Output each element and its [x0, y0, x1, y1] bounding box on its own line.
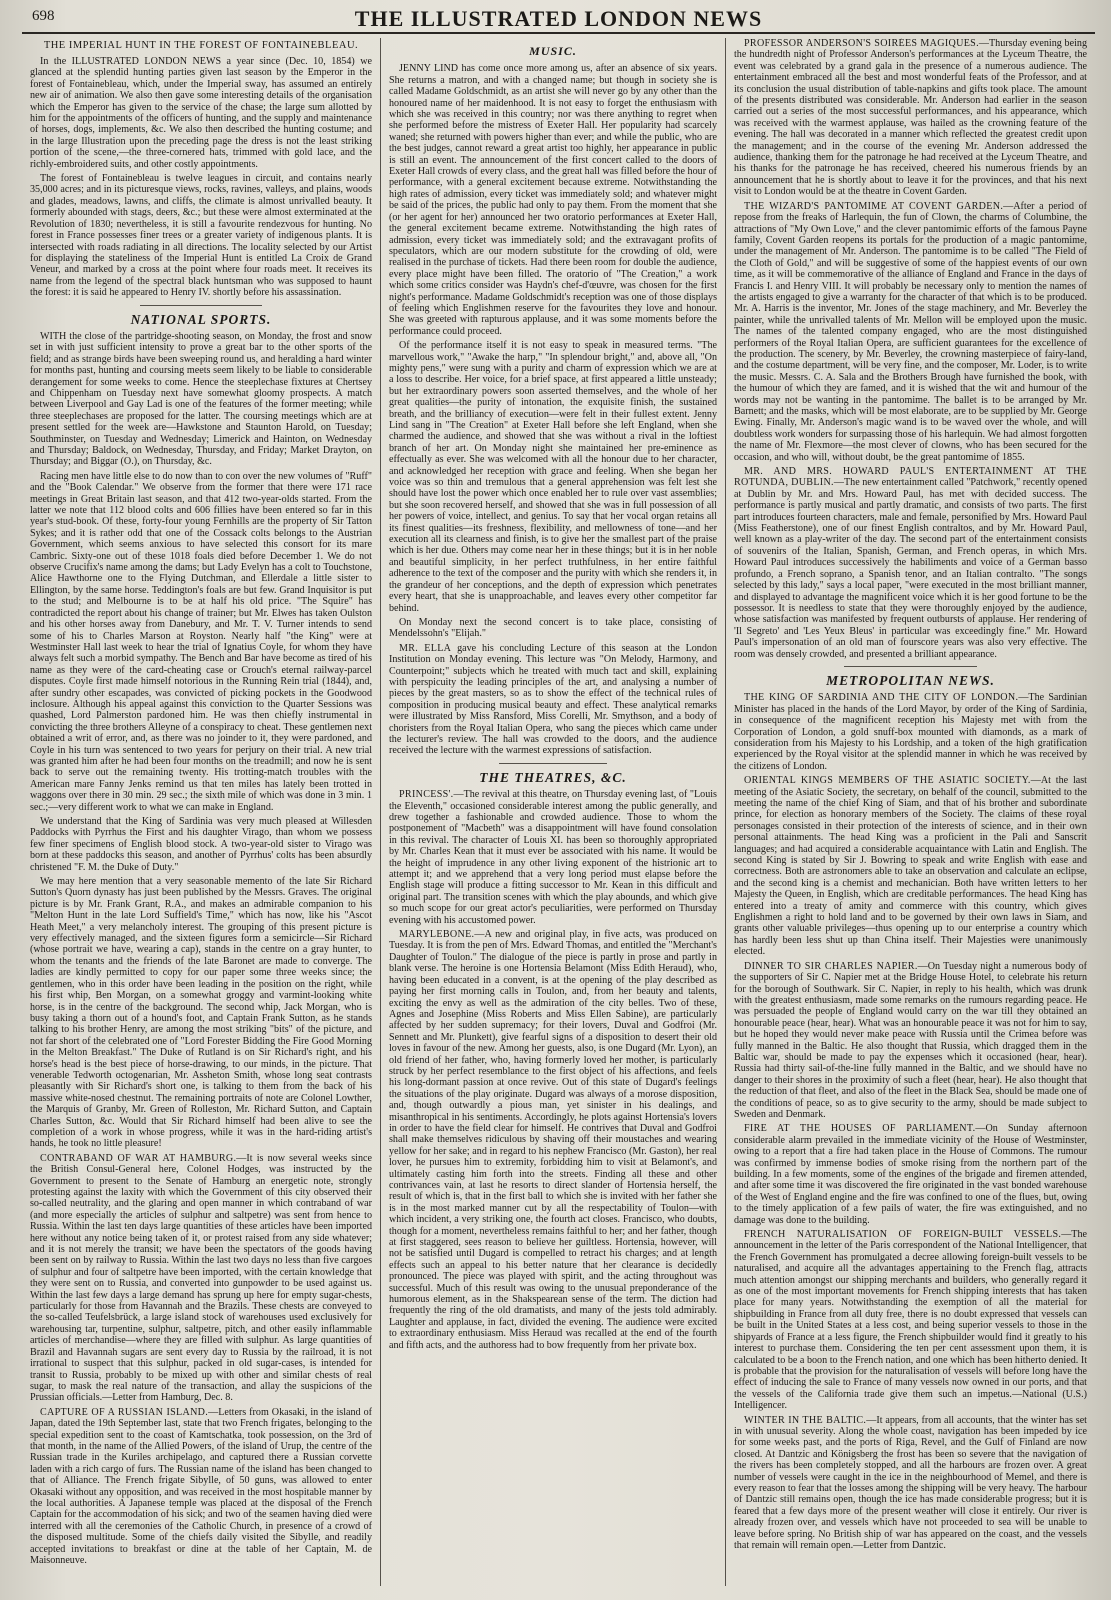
section-divider [140, 305, 262, 306]
news-item-body: —After a period of repose from the freaks of Harlequin, the fun of Clown, the charms of Columbine, the attractions of "My Own Love," and the clever pantomimic efforts of the famous Payne family, Covent Garden reopens its portals for the production of a magic pantomime, under the management of Mr. Anderson. The pantomime is to be called "The Field of the Cloth of Gold," and will be suggestive of some of the happiest events of our own time, as it will be commemorative of the alliance of England and France in the days of Francis I. and Henry VIII. It will probably be necessary only to mention the names of the artists engaged to give a warranty for the character of that which is to be produced. Mr. A. Harris is the inventor, Mr. Jones of the stage machinery, and Mr. Beverley the painter, while the unrivalled talents of Mr. Mellon will be employed upon the music. The names of the talented company engaged, who are the most distinguished performers of the Royal Italian Opera, are sufficient guarantees for the excellence of the production. The scenery, by Mr. Beverley, the crowning masterpiece of fairy-land, and the costume department, will be very fine, and the composer, Mr. Loder, is to write the music. Messrs. C. A. Sala and the Brothers Brough have furnished the book, with the humour of which they are famed, and it is wished that the wit and humour of the words may not be wanting in the pantomime. The ballet is to be arranged by Mr. Barnett; and the masks, which will be most elaborate, are to be supplied by Mr. George Ewing. Finally, Mr. Anderson's magic wand is to be waved over the whole, and will doubtless work wonders for surpassing those of his harlequin. We had almost forgotten the name of Mr. Flexmore—the most clever of clowns, who has been secured for the occasion, and who will, without doubt, be the great pantomime of 1855. [734, 200, 1088, 463]
news-item-lead: PRINCESS'. [399, 789, 454, 801]
news-item-body: —The new entertainment called "Patchwork," recently opened at Dublin by Mr. and Mrs. Howard Paul, has met with decided success. The performance is partly musical and partly dramatic, and consists of two parts. The first part introduces fourteen characters, male and female, personified by Mrs. Howard Paul (Miss Featherstone), one of our finest English contraltos, and by Mr. Howard Paul, well known as a play-writer of the day. The second part of the entertainment consists of souvenirs of the Italian, Spanish, German, and French operas, in which Mrs. Howard Paul introduces successively the habiliments and voice of a German basso profundo, a French soprano, a Spanish tenor, and an Italian contralto. "The songs selected by this lady," says a local paper, "were executed in the most brilliant manner, and displayed to advantage the magnificent voice which it is her good fortune to be the possessor. It is needless to state that they were thoroughly enjoyed by the audience, whose satisfaction was manifested by frequent outbursts of applause. Her rendering of 'Il Segreto' and 'Les Yeux Bleus' in particular was exceedingly fine." Mr. Howard Paul's impersonation of an old man of fourscore years was also very effective. The room was densely crowded, and presented a brilliant appearance. [734, 477, 1088, 660]
news-item-lead: ORIENTAL KINGS MEMBERS OF THE ASIATIC SOCIETY. [744, 775, 1031, 787]
section-divider [844, 666, 977, 667]
news-item-contraband [30, 1153, 372, 1404]
news-item-body: —On Tuesday night a numerous body of the supporters of Sir C. Napier met at the Bridge House Hotel, to celebrate his return for the borough of Southwark. Sir C. Napier, in reply to his health, which was drunk with the greatest enthusiasm, made some remarks on the rumours regarding peace. He was persuaded the people of England would carry on the war till they obtained an honourable peace (hear, hear). What was an honourable peace it was not for him to say, but he hoped they would never make peace with Russia until the Crimea before was fully manned in the Baltic. He also thought that Russia, which dragged them in the Baltic war, should be made to pay the expenses which it occasioned (hear, hear). Russia had thirty sail-of-the-line fully manned in the Baltic, and we should have no danger to their shores in the proximity of such a fleet (hear, hear). He also thought that the reduction of that fleet, and also of the fleet in the Black Sea, should be made one of the conditions of peace, so as to give security to the army, should be made subject to Sweden and Denmark. [734, 960, 1087, 1120]
column-middle [380, 38, 725, 1586]
news-item-body: —The announcement in the letter of the Paris correspondent of the National Intelligencer, that the French Government has promulgated a decree allowing foreign-built vessels to be naturalised, and acquire all the advantages appertaining to the French flag, attracts much attention amongst our shipping merchants and builders, who generally regard it as one of the most important movements for French shipping interests that has taken place for many years. Notwithstanding the exemption of all the material for shipbuilding in France from all duty free, there is no doubt expressed that vessels can be built in the United States at a less cost, and being superior vessels to those in the shipyards of France at a less figure, the French shipbuilder would find it greatly to his interest to purchase them. Considering the ten per cent assessment upon them, it is calculated to be a boon to the French nation, and one which has been hitherto denied. It is probable that the provision for the naturalisation of vessels will before long have the effect of inducing the sale to France of many vessels now owned in our ports, and that the vessels of the California trade give them such an impetus.—National (U.S.) Intelligencer. [734, 1229, 1087, 1412]
section-divider [499, 763, 607, 764]
news-item-sardinia [734, 692, 1087, 772]
news-item-body: —It is now several weeks since the British Consul-General here, Colonel Hodges, was instructed by the Government to present to the Senate of Hamburg an energetic note, strongly protesting against the laxity with which the Government of this city observed their so-called neutrality, and the glaring and open manner in which contraband of war (and more especially the articles of sulphur and saltpetre) was sent from hence to Russia. Within the last ten days large quantities of these articles have been imported here without any notice being taken of it, or protest raised from any side whatever; and it is not merely the transit; we have been the spectators of the goods having been sent on by railway to Russia. Within the last two days no less than five cargoes of sulphur and four of saltpetre have been imported, with the certain knowledge that they were sent on to Russia, and converted into gunpowder to be used against us. Within the last few days a large demand has sprung up here for empty sugar-chests, particularly for those from Havannah and the Brazils. These chests are conveyed to the so-called Teufelsbrück, a large island stock of warehouses used exclusively for warehousing tar, turpentine, sulphur, saltpetre, pitch, and other easily inflammable articles of merchandise—where they are filled with sulphur. As large quantities of Brazil and Havannah sugars are sent every day to Russia by the railroad, it is not irrational to suspect that this sulphur, packed in old sugar-cases, is intended for transit to Russia, probably to be mixed up with other and similar chests of real sugar, to mask the real nature of the transaction, and allay the suspicions of the Prussian officials.—Letter from Hamburg, Dec. 8. [30, 1152, 372, 1404]
section-heading-theatres: THE THEATRES, &C. [479, 769, 627, 785]
news-item-ella [389, 643, 717, 757]
article-paragraph: WITH the close of the partridge-shooting season, on Monday, the frost and snow set in with just sufficient intensity to prove a great bar to the other sports of the field; and as strange birds have been sweeping round us, and heralding a hard winter for months past, hunting and coursing meets seem likely to be liable to considerable derangement for some weeks to come. Hence the steeplechase fixtures at Chertsey and Chippenham on Tuesday next have somewhat gloomy prospects. A match between Liverpool and Gay Lad is one of the features of the former meeting; while three steeplechases are proposed for the latter. The coursing meetings which are at present settled for the week are—Hawkstone and Staunton Harold, on Tuesday; Southminster, on Tuesday and Wednesday; Limerick and Hainton, on Wednesday and Thursday; Baldock, on Wednesday, Thursday, and Friday; Market Drayton, on Thursday; and Biggar (O.), on Thursday, &c. [30, 330, 372, 468]
news-item-howard-paul [734, 466, 1087, 660]
page-number: 698 [32, 8, 55, 24]
section-heading-metropolitan-news: METROPOLITAN NEWS. [826, 672, 995, 688]
news-item-anderson [734, 38, 1087, 198]
news-item-lead: CONTRABAND OF WAR AT HAMBURG. [40, 1152, 237, 1164]
section-heading-national-sports: NATIONAL SPORTS. [130, 311, 272, 327]
news-item-wizard [734, 201, 1087, 463]
news-item-lead: PROFESSOR ANDERSON'S SOIRÉES MAGIQUES. [744, 38, 979, 49]
news-item-lead: THE KING OF SARDINIA AND THE CITY OF LONDON. [744, 692, 1019, 704]
news-item-body: —On Sunday afternoon considerable alarm prevailed in the immediate vicinity of the House of Westminster, owing to a report that a fire had taken place in the House of Commons. The rumour was confirmed by immense bodies of smoke rising from the northern part of the building. In a few moments, some of the engines of the brigade and firemen attended, and after some time it was discovered the fire originated in the vast bonded warehouse of the West of England engine and the fire was confined to one of the flues, but, owing to the timely application of a few pails of water, the fire was extinguished, and no damage was done to the building. [734, 1123, 1088, 1226]
news-item-lead: MARYLEBONE. [399, 929, 475, 941]
article-paragraph: The forest of Fontainebleau is twelve leagues in circuit, and contains nearly 35,000 acres; and in its picturesque views, rocks, ravines, valleys, and plains, woods and glades, meadows, lawns, and cliffs, the climate is almost unrivalled beauty. It formerly abounded with stags, deers, &c.; but these were almost exterminated at the Revolution of 1830; nevertheless, it is still a favourite rendezvous for hunting. No forest in France possesses finer trees or a greater variety of indigenous plants. It is intersected with roads radiating in all directions. The locality selected by our Artist for displaying the stateliness of the Imperial Hunt is entitled La Croix de Grand Veneur, and marked by a cross at the point where four roads meet. It receives its name from the legend of the spectral black huntsman who was supposed to haunt the forest: it is said he appeared to Henry IV. shortly before his assassination. [30, 173, 372, 299]
news-item-lead: CAPTURE OF A RUSSIAN ISLAND. [40, 1406, 209, 1418]
news-item-lead: FIRE AT THE HOUSES OF PARLIAMENT. [744, 1123, 976, 1135]
article-paragraph: On Monday next the second concert is to take place, consisting of Mendelssohn's "Elijah." [389, 616, 717, 640]
news-item-princess [389, 789, 717, 926]
column-left [22, 38, 380, 1586]
news-item-fire [734, 1123, 1087, 1226]
news-item-baltic [734, 1415, 1087, 1552]
news-item-body: —A new and original play, in five acts, was produced on Tuesday. It is from the pen of Mrs. Edward Thomas, and entitled the "Merchant's Daughter of Toulon." The dialogue of the piece is partly in prose and partly in blank verse. The heroine is one Hortensia Belamont (Miss Edith Heraud), who, having been educated in a convent, is at the opening of the play described as paying her first morning calls in Toulon, and, from her beauty and talents, exciting the envy as well as the admiration of the city belles. Two of these, Agnes and Josephine (Miss Roberts and Miss Ellen Sabine), are particularly affected by her sudden supremacy; for their lovers, Duval and Godfroi (Mr. Sennett and Mr. Plunkett), give fearful signs of a disposition to desert their old loves in favour of the new. Among her guests, also, is one Dugard (Mr. Lyon), an old friend of her father, who, having formerly loved her mother, is particularly struck by her perfect resemblance to the first object of his affections, and feels his long-dormant passion at once revive. Out of this state of Dugard's feelings the situations of the play originate. Dugard was always of a morose disposition, and, though outwardly a pious man, yet sinister in his dealings, and misanthropical in his sentiments. Accordingly, he plots against Hortensia's lovers in order to have the field clear for himself. He contrives that Duval and Godfroi shall make themselves ridiculous by shaving off their moustaches and wearing yellow for her sake; and in regard to his nephew Francisco (Mr. Gaston), her real lover, he pursues him to extremity, forbidding him to visit at Belamont's, and ultimately casting him forth into the streets. Finding all these and other contrivances vain, at last he resorts to direct slander of Hortensia herself, the result of which is, that in the first ball to which she is invited with her father she is in the most marked manner cut by all the respectability of Toulon—with which incident, a very striking one, the fourth act closes. Francisco, who doubts, though for a moment, nevertheless remains faithful to her; and her father, though at first staggered, sees reason to believe her guiltless. Hortensia, however, will not be satisfied until Dugard is compelled to retract his charges; and at length effects such an appeal to his better nature that her clearance is decidedly pronounced. The piece was played with spirit, and the acting throughout was successful. Much of this result was owing to the unusual preponderance of the humorous element, as in the Shakspearean sense of the term. The diction had frequently the ring of the old dramatists, and many of the jests told admirably. Laughter and applause, in fact, divided the evening. The audience were excited to extraordinary enthusiasm. Miss Heraud was recalled at the end of the fourth and fifth acts, and the authoress had to bow frequently from her private box. [389, 929, 717, 1351]
article-paragraph: Racing men have little else to do now than to con over the new volumes of "Ruff" and the "Book Calendar." We observe from the former that there were 171 race meetings in Great Britain last season, and that 412 two-year-olds started. From the latter we note that 112 blood colts and 606 fillies have been entered so far in this year's stud-book. Of these, forty-four young Fernhills are the property of Sir Tatton Sykes; and it is rather odd that one of the Cossack colts belongs to the Austrian Government, which seems anxious to have selected this consort for its mare Cambric. Sixty-one out of these 1018 foals died before December 1. We do not observe Crucifix's name among the dams; but Lady Evelyn has a colt to Touchstone, Alice Hawthorne one to the Flying Dutchman, and Ellerdale a little sister to Ellington, by the same horse. Teddington's foals are but few. Grand Inquisitor is put to the stud; and Melbourne is to be at half his old price. "The Squire" has contradicted the report about his change of trainer; but Mr. Elwes has taken Oulston and his other horses away from Danebury, and Mr. T. V. Turner intends to send some of his to Charles Marson at Royston. Nearly half "the King" were at Westminster Hall last week to hear the trial of Ignatius Coyle, for whom they have always felt such a morbid sympathy. The Bench and Bar have become as tired of his name as they were of the card-cheating case or Crouch's eternal railway-parcel disputes. Coyle first made himself notorious in the Running Rein trial (1844), and, after sundry other escapades, was convicted of picking pockets in the Goodwood inclosure. Although his appeal against this conviction to the Quarter Sessions was quashed, Lord Palmerston pardoned him. He was then chiefly instrumental in convicting the three brothers Alleyne of a conspiracy to cheat. These gentlemen next obtained a writ of error, and, as there was no joinder to it, they were pardoned, and Coyle in his turn was sentenced to two years for perjury on their trial. A new trial was granted him after he had been four months on the treadmill; and now he is sent back to serve out the remaining twenty. His trotting-match troubles with the American mare Fanny Jenks remind us that ten miles has lately been trotted in waggons over there in 30 min. 29 sec.; the sixth mile of which was done in 3 min. 1 sec.;—very different work to what we can make in England. [30, 470, 372, 813]
news-item-lead: FRENCH NATURALISATION OF FOREIGN-BUILT VESSELS. [744, 1229, 1062, 1241]
news-item-capture [30, 1407, 372, 1567]
news-item-body: gave his concluding Lecture of this season at the London Institution on Monday evening. This lecture was "On Melody, Harmony, and Counterpoint;" subjects which he treated with much tact and skill, explaining with perspicuity the leading principles of the art, and analysing a number of pieces by the great masters, so as to show the effect of the technical rules of composition in producing musical beauty and effect. These analytical remarks were illustrated by Miss Ransford, Miss Corelli, Mr. Smythson, and a body of choristers from the Royal Italian Opera, who sang the pieces which came under the lecturer's review. The hall was crowded to the doors, and the audience received the lecture with the warmest expressions of satisfaction. [389, 642, 717, 757]
news-item-body: —Letters from Okasaki, in the island of Japan, dated the 19th September last, state that two French frigates, belonging to the special expedition sent to the coast of Kamtschatka, took possession, on the 3rd of that month, in the name of the Allied Powers, of the island of Urup, the centre of the Russian trade in the Kuriles archipelago, and captured there a Russian corvette laden with a rich cargo of furs. The Russian name of the island has been changed to that of Alliance. The French frigate Sibylle, of 50 guns, was allowed to enter Okasaki without any opposition, and was received in the most hospitable manner by the local authorities. A Japanese temple was placed at the disposal of the French Captain for the accommodation of his sick; and two of the seamen having died were interred with all the ceremonies of the Catholic Church, in presence of a crowd of the disposed multitude. Some of the chiefs daily visited the Sibylle, and readily accepted invitations to breakfast or dine at the table of her Captain, M. de Maisonneuve. [30, 1406, 372, 1566]
news-item-lead: DINNER TO SIR CHARLES NAPIER. [744, 960, 918, 972]
news-item-marylebone [389, 929, 717, 1351]
news-item-naturalisation [734, 1229, 1087, 1412]
news-item-lead: MR. ELLA [399, 642, 452, 654]
news-item-napier [734, 961, 1087, 1121]
masthead [22, 6, 1095, 34]
column-right [725, 38, 1095, 1586]
article-paragraph: We may here mention that a very seasonable memento of the late Sir Richard Sutton's Quorn dynasty has just been published by the Messrs. Graves. The original picture is by Mr. Frank Grant, R.A., and makes an admirable companion to his "Melton Hunt in the late Lord Suffield's Time," which has now, like his "Ascot Heath Meet," a very melancholy interest. The grouping of this present picture is very effectively managed, and the sixteen figures form a semicircle—Sir Richard (whose portrait we have, wearing a cap), stands in the centre on a gray hunter, to whom the tenants and the friends of the late Baronet are made to converge. The ladies are kindly permitted to copy for our paper some three weeks since; the gentlemen, who in this order have been leading in the position on the right, while his first whip, Ben Morgan, on a somewhat groggy and varmint-looking white horse, is in the centre of the background. The second whip, Jack Morgan, who is busy taking a thorn out of a hound's foot, and Captain Frank Sutton, as he stands talking to his brother Henry, are among the most striking "bits" of the picture, and not far short of the celebrated one of "Lord Forester Bidding the Fire Good Morning in the Melton Breakfast." The Duke of Rutland is on Sir Richard's right, and his horse's head is the best piece of horse-drawing, to our minds, in the picture. That venerable Tedworth octogenarian, Mr. Assheton Smith, whose long seat contrasts pleasantly with Sir Richard's short one, is talking to them from the back of his massive white-nosed chestnut. The remaining portraits of note are Colonel Lowther, the Marquis of Granby, Mr. Green of Rolleston, Mr. Richard Sutton, and Captain Charles Sutton, &c. Would that Sir Richard himself had been alive to see the completion of a work in whose progress, while it was in the hard-riding artist's hands, he took no little pleasure! [30, 876, 372, 1150]
news-item-oriental-kings [734, 775, 1087, 958]
article-paragraph: We understand that the King of Sardinia was very much pleased at Willesden Paddocks with Pyrrhus the First and his daughter Virago, than whom we possess few finer specimens of English blood stock. A two-year-old sister to Virago was born at these paddocks this season, and another of Pyrrhus' colts has been absurdly christened "F. M. the Duke of Duty." [30, 816, 372, 873]
news-item-body: —It appears, from all accounts, that the winter has set in with unusual severity. Along the whole coast, navigation has been impeded by ice for some weeks past, and the ports of Riga, Revel, and the Gulf of Finland are now closed. At Dantzic and Königsberg the frost has been so severe that the navigation of the rivers has been completely stopped, and all the harbours are frozen over. A great number of vessels were caught in the ice in the neighbourhood of Memel, and there is every reason to fear that the losses among the shipping will be very heavy. The harbour of Dantzic still remains open, though the ice has made considerable progress; but it is feared that a few days more of the present weather will close it entirely. Our river is already frozen over, and vessels which have not proceeded to sea will be unable to leave before spring. No British ship of war has appeared on the coast, and the vessels that remain will remain open.—Letter from Dantzic. [734, 1414, 1087, 1551]
news-item-lead: THE WIZARD'S PANTOMIME AT COVENT GARDEN. [744, 200, 1004, 212]
news-item-body: —Thursday evening being the hundredth night of Professor Anderson's performances at the Lyceum Theatre, the event was celebrated by a grand gala in the presence of a numerous audience. The entertainment embraced all the best and most wonderful feats of the Professor, and at its conclusion the usual distribution of table-napkins and gifts took place. The amount of the presents distributed was considerable. Mr. Anderson had earlier in the season carried out a series of the most successful performances, and his appearance, which was received with the warmest applause, was hailed as the crowning feature of the evening. The hall was decorated in a manner which reflected the greatest credit upon the management; and in the course of the evening Mr. Anderson addressed the audience, thanking them for the patronage he had received at the Lyceum Theatre, and his thanks for the patronage he has received, cheered his numerous friends by an announcement that he is shortly about to leave it for the provinces, and that his next visit to London would be at the theatre in Covent Garden. [734, 38, 1087, 198]
news-item-body: —At the last meeting of the Asiatic Society, the secretary, on behalf of the council, submitted to the meeting the name of the chief King of Siam, and that of his brother and subordinate prince, for election as honorary members of the Society. The claims of these royal personages consisted in their protection of the interests of science, and in their own personal attainments. The head King was a proficient in the Pali and Sanscrit languages; and had acquired a considerable acquaintance with Latin and English. The second King is stated by Sir J. Bowring to speak and write English with ease and correctness. Both are astronomers able to take an observation and calculate an eclipse, and the second king is a chemist and mechanician. Both have written letters to her Majesty the Queen, in English, which are creditable performances. The head King has entered into a treaty of amity and commerce with this country, which gives Englishmen a right to hold land and to be governed by their own laws in Siam, and grants other valuable privileges—thus opening up to our enterprise a country which has hardly been less shut up than China itself. Their Majesties were unanimously elected. [734, 775, 1087, 958]
article-paragraph: In the ILLUSTRATED LONDON NEWS a year since (Dec. 10, 1854) we glanced at the splendid hunting parties given last season by the Emperor in the forest of Fontainebleau, which, under the Imperial sway, has assumed an entirely new air of animation. We also then gave some interesting details of the organisation which the Emperor has given to the service of the chase; the large sum allotted by him for the appointments of the officers of hunting, and the supply and maintenance of horses, dogs, implements, &c. We also then described the hunting costume; and in the large Illustration upon the preceding page the dress is not the least striking portion of the scene,—the three-cornered hats, trimmed with gold lace, and the richly-embroidered suits, and other costly appointments. [30, 56, 372, 170]
publication-title: THE ILLUSTRATED LONDON NEWS [354, 6, 763, 31]
news-item-body: —The Sardinian Minister has placed in the hands of the Lord Mayor, by order of the King of Sardinia, in consequence of the magnificent reception his Majesty met with from the Corporation of London, a gold snuff-box mounted with diamonds, as a mark of consideration from his Majesty to his Lordship, and a token of the high gratification experienced by the Royal visitor at the splendid manner in which he was received by the citizens of London. [734, 692, 1087, 772]
news-item-lead: MR. AND MRS. HOWARD PAUL'S ENTERTAINMENT AT THE ROTUNDA, DUBLIN. [734, 466, 1087, 489]
article-paragraph: Of the performance itself it is not easy to speak in measured terms. "The marvellous work," "Awake the harp," "In splendour bright," and, above all, "On mighty pens," were sung with a purity and charm of expression which we are at a loss to describe. Her voice, for a brief space, at first appeared a little unsteady; but her extraordinary powers soon asserted themselves, and the whole of her great qualities—the purity of intonation, the exquisite finish, the sustained breath, and the brilliancy of execution—were felt in their fullest extent. Jenny Lind sang in "The Creation" at Exeter Hall before she left England, when she charmed the audience, and showed that she was without a rival in the loftiest branch of her art. On Monday night she maintained her pre-eminence as effectually as ever. She was welcomed with all the honour due to her character, and acknowledged her reception with grace and feeling. When she began her voice was so thin and tremulous that a general apprehension was felt lest she should have lost the power which once enabled her to rule over vast assemblies; but she soon recovered herself, and showed that she was in full possession of all her powers of voice, intellect, and genius. To say that her vocal organ retains all its finest qualities—its freshness, flexibility, and mellowness of tone—and her execution all its clearness and finish, is to give her the smallest part of the praise which is her due. Others may come near her in these things; but it is in her noble and beautiful simplicity, in her perfect truthfulness, in her entire faithful adherence to the text of the composer and the purity with which she renders it, in the grandeur of her conceptions, and the depth of expression which penetrates every heart, that she is unapproachable, and leaves every other competitor far behind. [389, 340, 717, 614]
columns [22, 38, 1095, 1586]
news-item-lead: WINTER IN THE BALTIC. [744, 1414, 867, 1426]
article-paragraph: JENNY LIND has come once more among us, after an absence of six years. She returns a matron, and with a changed name; but though in society she is called Madame Goldschmidt, as an artist she will never go by any other than the honoured name of her maidenhood. It is not easy to forget the enthusiasm with which she was received in this country; nor was there anything to regret when she performed before the mistress of Exeter Hall. Her popularity had scarcely waned; she returned with powers higher than ever; and while the public, who are the best judges, cannot reward a great artist too highly, her appearance in public is still an event. The announcement of the first concert called to the doors of Exeter Hall crowds of every class, and the great hall was filled before the hour of performance, with a general excitement because extreme. Notwithstanding the high rates of admission, every ticket was immediately sold; and whatever might be said of the prices, the public had only to pay them. From the moment that she (or her agent for her) announced her two oratorio performances at Exeter Hall, the general excitement became extreme. Notwithstanding the high rates of admission, every ticket was immediately sold; and the extravagant profits of speculators, which are our modern substitute for the crowding of old, were realised in the purchase of tickets. Had there been room for double the audience, every place might have been filled. The oratorio of "The Creation," a work which some critics consider was Haydn's chef-d'œuvre, was chosen for the first night's performance. Madame Goldschmidt's reception was one of those displays of feeling which Englishmen reserve for the favourites they love and honour. She was greeted with rapturous applause, and it was some moments before the performance could proceed. [389, 63, 717, 337]
section-heading-music: MUSIC. [529, 44, 577, 58]
article-heading-imperial-hunt: THE IMPERIAL HUNT IN THE FOREST OF FONTAINEBLEAU. [43, 40, 359, 51]
news-item-body: —The revival at this theatre, on Thursday evening last, of "Louis the Eleventh," occasioned considerable interest among the public generally, and drew together a fashionable and crowded audience. Those to whom the postponement of "Macbeth" was a disappointment will have found consolation in this revival. The character of Louis XI. has been so thoroughly appropriated by Mr. Charles Kean that it must ever be associated with his name. It would be the height of imprudence in any other living exponent of the histrionic art to attempt it; and we apprehend that a very long period must elapse before the English stage will produce a fitting successor to Mr. Kean in this difficult and original part. The transition scenes with which the play abounds, and which give so much scope for our great actor's peculiarities, were performed on Thursday evening with his accustomed power. [389, 789, 717, 926]
